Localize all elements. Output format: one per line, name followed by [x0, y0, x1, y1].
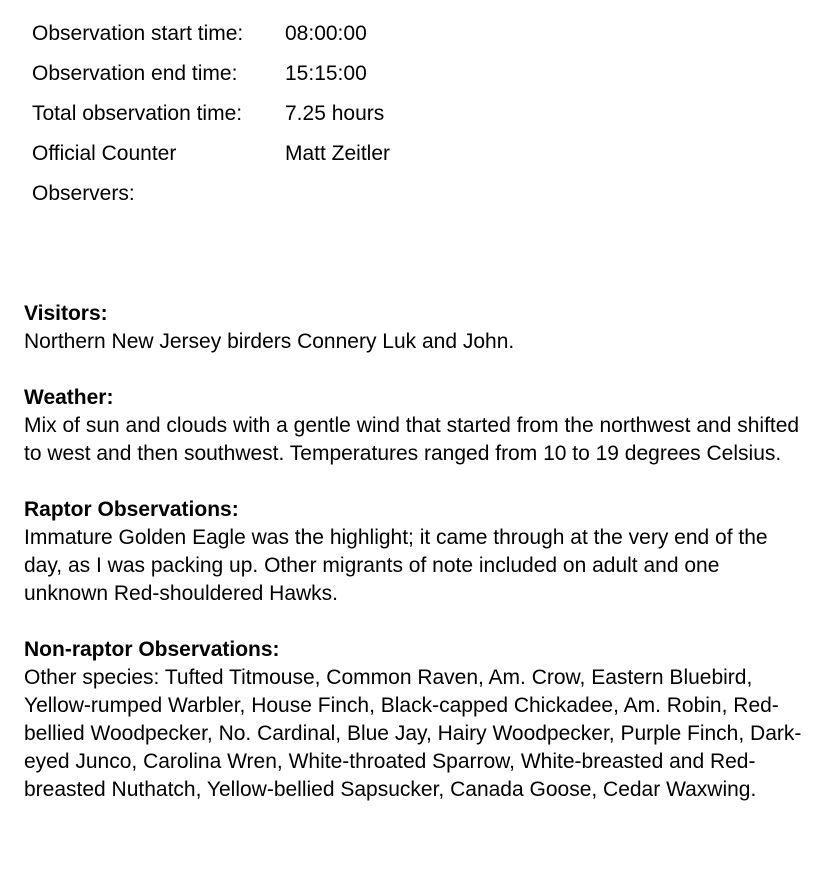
info-value: 7.25 hours: [285, 102, 385, 125]
info-label: Observation start time:: [32, 22, 244, 45]
nonraptor-section: [24, 636, 804, 804]
observation-info-table: [24, 14, 390, 214]
info-row-official-counter: [24, 134, 390, 174]
report-sections: [24, 300, 804, 832]
info-label: Total observation time:: [32, 102, 243, 125]
info-label: Observers:: [32, 182, 135, 205]
info-value: Matt Zeitler: [285, 142, 391, 165]
visitors-text: Northern New Jersey birders Connery Luk and John.: [24, 330, 515, 353]
nonraptor-heading: Non-raptor Observations:: [24, 638, 280, 661]
info-value: 08:00:00: [285, 22, 367, 45]
info-label: Observation end time:: [32, 62, 238, 85]
info-row-observers: [24, 174, 390, 214]
info-row-end-time: [24, 54, 390, 94]
weather-section: [24, 384, 804, 468]
info-row-total-time: [24, 94, 390, 134]
visitors-heading: Visitors:: [24, 302, 108, 325]
raptor-section: [24, 496, 804, 608]
info-value: [277, 174, 390, 214]
info-label: Official Counter: [32, 142, 177, 165]
info-row-start-time: [24, 14, 390, 54]
raptor-heading: Raptor Observations:: [24, 498, 239, 521]
weather-text: Mix of sun and clouds with a gentle wind that started from the northwest and shifted to west and then southwest. Temperatures ranged from 10 to 19 degrees Celsius.: [24, 414, 800, 465]
raptor-text: Immature Golden Eagle was the highlight; it came through at the very end of the day, as I was packing up. Other migrants of note included on adult and one unknown Red-shouldered Hawks.: [24, 526, 768, 605]
nonraptor-text: Other species: Tufted Titmouse, Common Raven, Am. Crow, Eastern Bluebird, Yellow-rumped Warbler, House Finch, Black-capped Chickadee, Am. Robin, Red-bellied Woodpecker, No. Cardinal, Blue Jay, Hairy Woodpecker, Purple Finch, Dark-eyed Junco, Carolina Wren, White-throated Sparrow, White-breasted and Red-breasted Nuthatch, Yellow-bellied Sapsucker, Canada Goose, Cedar Waxwing.: [24, 666, 802, 801]
visitors-section: [24, 300, 804, 356]
weather-heading: Weather:: [24, 386, 114, 409]
info-value: 15:15:00: [285, 62, 367, 85]
